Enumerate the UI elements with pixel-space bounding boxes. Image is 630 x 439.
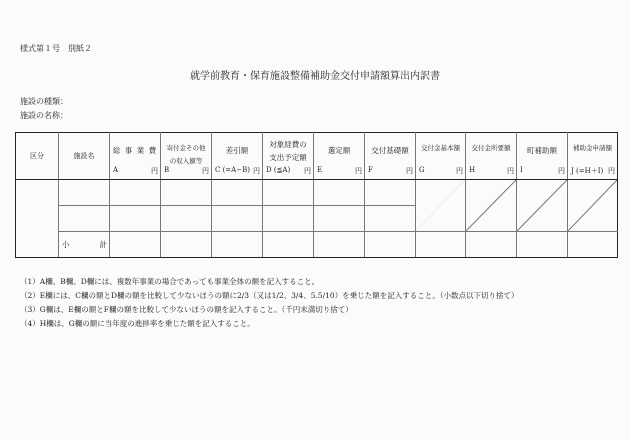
table-row (16, 180, 618, 206)
header-donations: 寄付金その他 の収入額等 B 円 (161, 133, 212, 180)
header-grant-basic-amount: 交付金基本額 G 円 (416, 133, 466, 180)
subtotal-b[interactable] (161, 232, 212, 258)
header-planned-expenditure: 対象経費の 支出予定額 D (≦A) 円 (263, 133, 314, 180)
subtotal-row (16, 232, 618, 258)
facility-name-label: 施設の名称： (20, 111, 68, 120)
note-3: （3）G欄は、E欄の額とF欄の額を比較して少ないほうの額を記入すること。（千円未満切り捨て） (20, 305, 353, 314)
cell-g-diagonal (416, 180, 466, 232)
cell-a[interactable] (110, 206, 161, 232)
cell-h-diagonal (466, 180, 517, 232)
cell-b[interactable] (161, 206, 212, 232)
note-1: （1）A欄、B欄、D欄には、複数年事業の場合であっても事業全体の額を記入すること。 (20, 277, 320, 286)
cell-e[interactable] (314, 206, 365, 232)
header-grant-required-amount: 交付金所要額 H 円 (466, 133, 517, 180)
subtotal-j[interactable] (568, 232, 618, 258)
cell-f[interactable] (365, 180, 416, 206)
category-cell[interactable] (16, 180, 59, 258)
header-row (16, 133, 618, 180)
cell-d[interactable] (263, 206, 314, 232)
header-grant-base: 交付基礎額 F 円 (365, 133, 416, 180)
header-total-cost: 総 事 業 費 A 円 (110, 133, 161, 180)
cell-a[interactable] (110, 180, 161, 206)
header-selected-amount: 選定額 E 円 (314, 133, 365, 180)
subtotal-i[interactable] (517, 232, 568, 258)
note-2: （2）E欄には、C欄の額とD欄の額を比較して少ないほうの額に2/3（又は1/2、3/4、5.5/10）を乗じた額を記入すること。（小数点以下切り捨て） (20, 291, 519, 300)
cell-f[interactable] (365, 206, 416, 232)
facility-name-cell[interactable] (59, 206, 110, 232)
cell-b[interactable] (161, 180, 212, 206)
cell-d[interactable] (263, 180, 314, 206)
header-difference: 差引額 C (=A−B) 円 (212, 133, 263, 180)
calculation-table (15, 132, 618, 258)
facility-type-label: 施設の種類： (20, 97, 68, 106)
subtotal-f[interactable] (365, 232, 416, 258)
header-facility-name: 施設名 (59, 133, 110, 180)
document-title: 就学前教育・保育施設整備補助金交付申請額算出内訳書 (190, 71, 440, 82)
subtotal-d[interactable] (263, 232, 314, 258)
header-town-subsidy: 町補助額 I 円 (517, 133, 568, 180)
facility-name-cell[interactable] (59, 180, 110, 206)
cell-j-diagonal (568, 180, 618, 232)
subtotal-h[interactable] (466, 232, 517, 258)
header-category: 区分 (16, 133, 59, 180)
cell-c[interactable] (212, 180, 263, 206)
note-4: （4）H欄は、G欄の額に当年度の進捗率を乗じた額を記入すること。 (20, 319, 255, 328)
subtotal-e[interactable] (314, 232, 365, 258)
subtotal-a[interactable] (110, 232, 161, 258)
cell-i-diagonal (517, 180, 568, 232)
cell-e[interactable] (314, 180, 365, 206)
form-number: 様式第１号 別紙２ (20, 44, 92, 53)
subtotal-c[interactable] (212, 232, 263, 258)
cell-c[interactable] (212, 206, 263, 232)
subtotal-label: 小 計 (59, 232, 110, 258)
subtotal-g[interactable] (416, 232, 466, 258)
header-subsidy-application: 補助金申請額 J (=H＋I) 円 (568, 133, 618, 180)
